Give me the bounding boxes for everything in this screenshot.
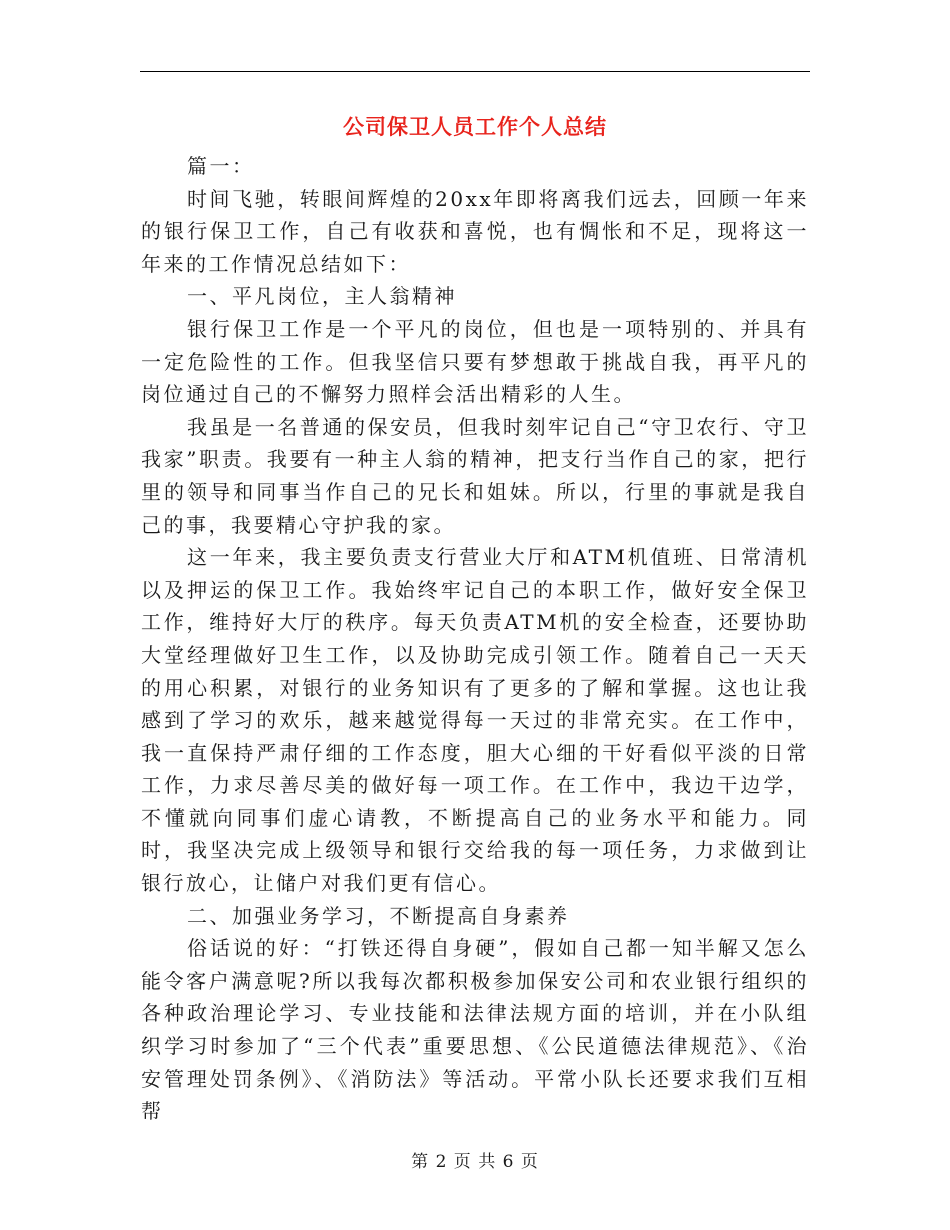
document-title: 公司保卫人员工作个人总结 bbox=[343, 115, 607, 139]
heading-section-2: 二、加强业务学习，不断提高自身素养 bbox=[187, 903, 570, 928]
paragraph: 我虽是一名普通的保安员，但我时刻牢记自己“守卫农行、守卫我家”职责。我要有一种主人翁的精神，把支行当作自己的家，把行里的领导和同事当作自己的兄长和姐妹。所以，行里的事就是我自己的事，我要精心守护我的家。 bbox=[141, 414, 809, 537]
page-number: 第 2 页 共 6 页 bbox=[411, 1152, 539, 1172]
document-body bbox=[141, 150, 809, 1128]
paragraph-intro: 时间飞驰，转眼间辉煌的20xx年即将离我们远去，回顾一年来的银行保卫工作，自己有收获和喜悦，也有惆怅和不足，现将这一年来的工作情况总结如下： bbox=[141, 186, 809, 276]
paragraph: 这一年来，我主要负责支行营业大厅和ATM机值班、日常清机以及押运的保卫工作。我始终牢记自己的本职工作，做好安全保卫工作，维持好大厅的秩序。每天负责ATM机的安全检查，还要协助大堂经理做好卫生工作，以及协助完成引领工作。随着自己一天天的用心积累，对银行的业务知识有了更多的了解和掌握。这也让我感到了学习的欢乐，越来越觉得每一天过的非常充实。在工作中，我一直保持严肃仔细的工作态度，胆大心细的干好看似平淡的日常工作，力求尽善尽美的做好每一项工作。在工作中，我边干边学，不懂就向同事们虚心请教，不断提高自己的业务水平和能力。同时，我坚决完成上级领导和银行交给我的每一项任务，力求做到让银行放心，让储户对我们更有信心。 bbox=[141, 545, 809, 896]
paragraph: 银行保卫工作是一个平凡的岗位，但也是一项特别的、并具有一定危险性的工作。但我坚信只要有梦想敢于挑战自我，再平凡的岗位通过自己的不懈努力照样会活出精彩的人生。 bbox=[141, 316, 809, 407]
paragraph-section-label: 篇一： bbox=[187, 154, 255, 178]
header-rule bbox=[140, 71, 810, 72]
heading-section-1: 一、平凡岗位，主人翁精神 bbox=[187, 284, 457, 309]
paragraph: 俗话说的好：“打铁还得自身硬”，假如自己都一知半解又怎么能令客户满意呢?所以我每次都积极参加保安公司和农业银行组织的各种政治理论学习、专业技能和法律法规方面的培训，并在小队组织学习时参加了“三个代表”重要思想、《公民道德法律规范》、《治安管理处罚条例》、《消防法》等活动。平常小队长还要求我们互相帮 bbox=[141, 936, 809, 1124]
